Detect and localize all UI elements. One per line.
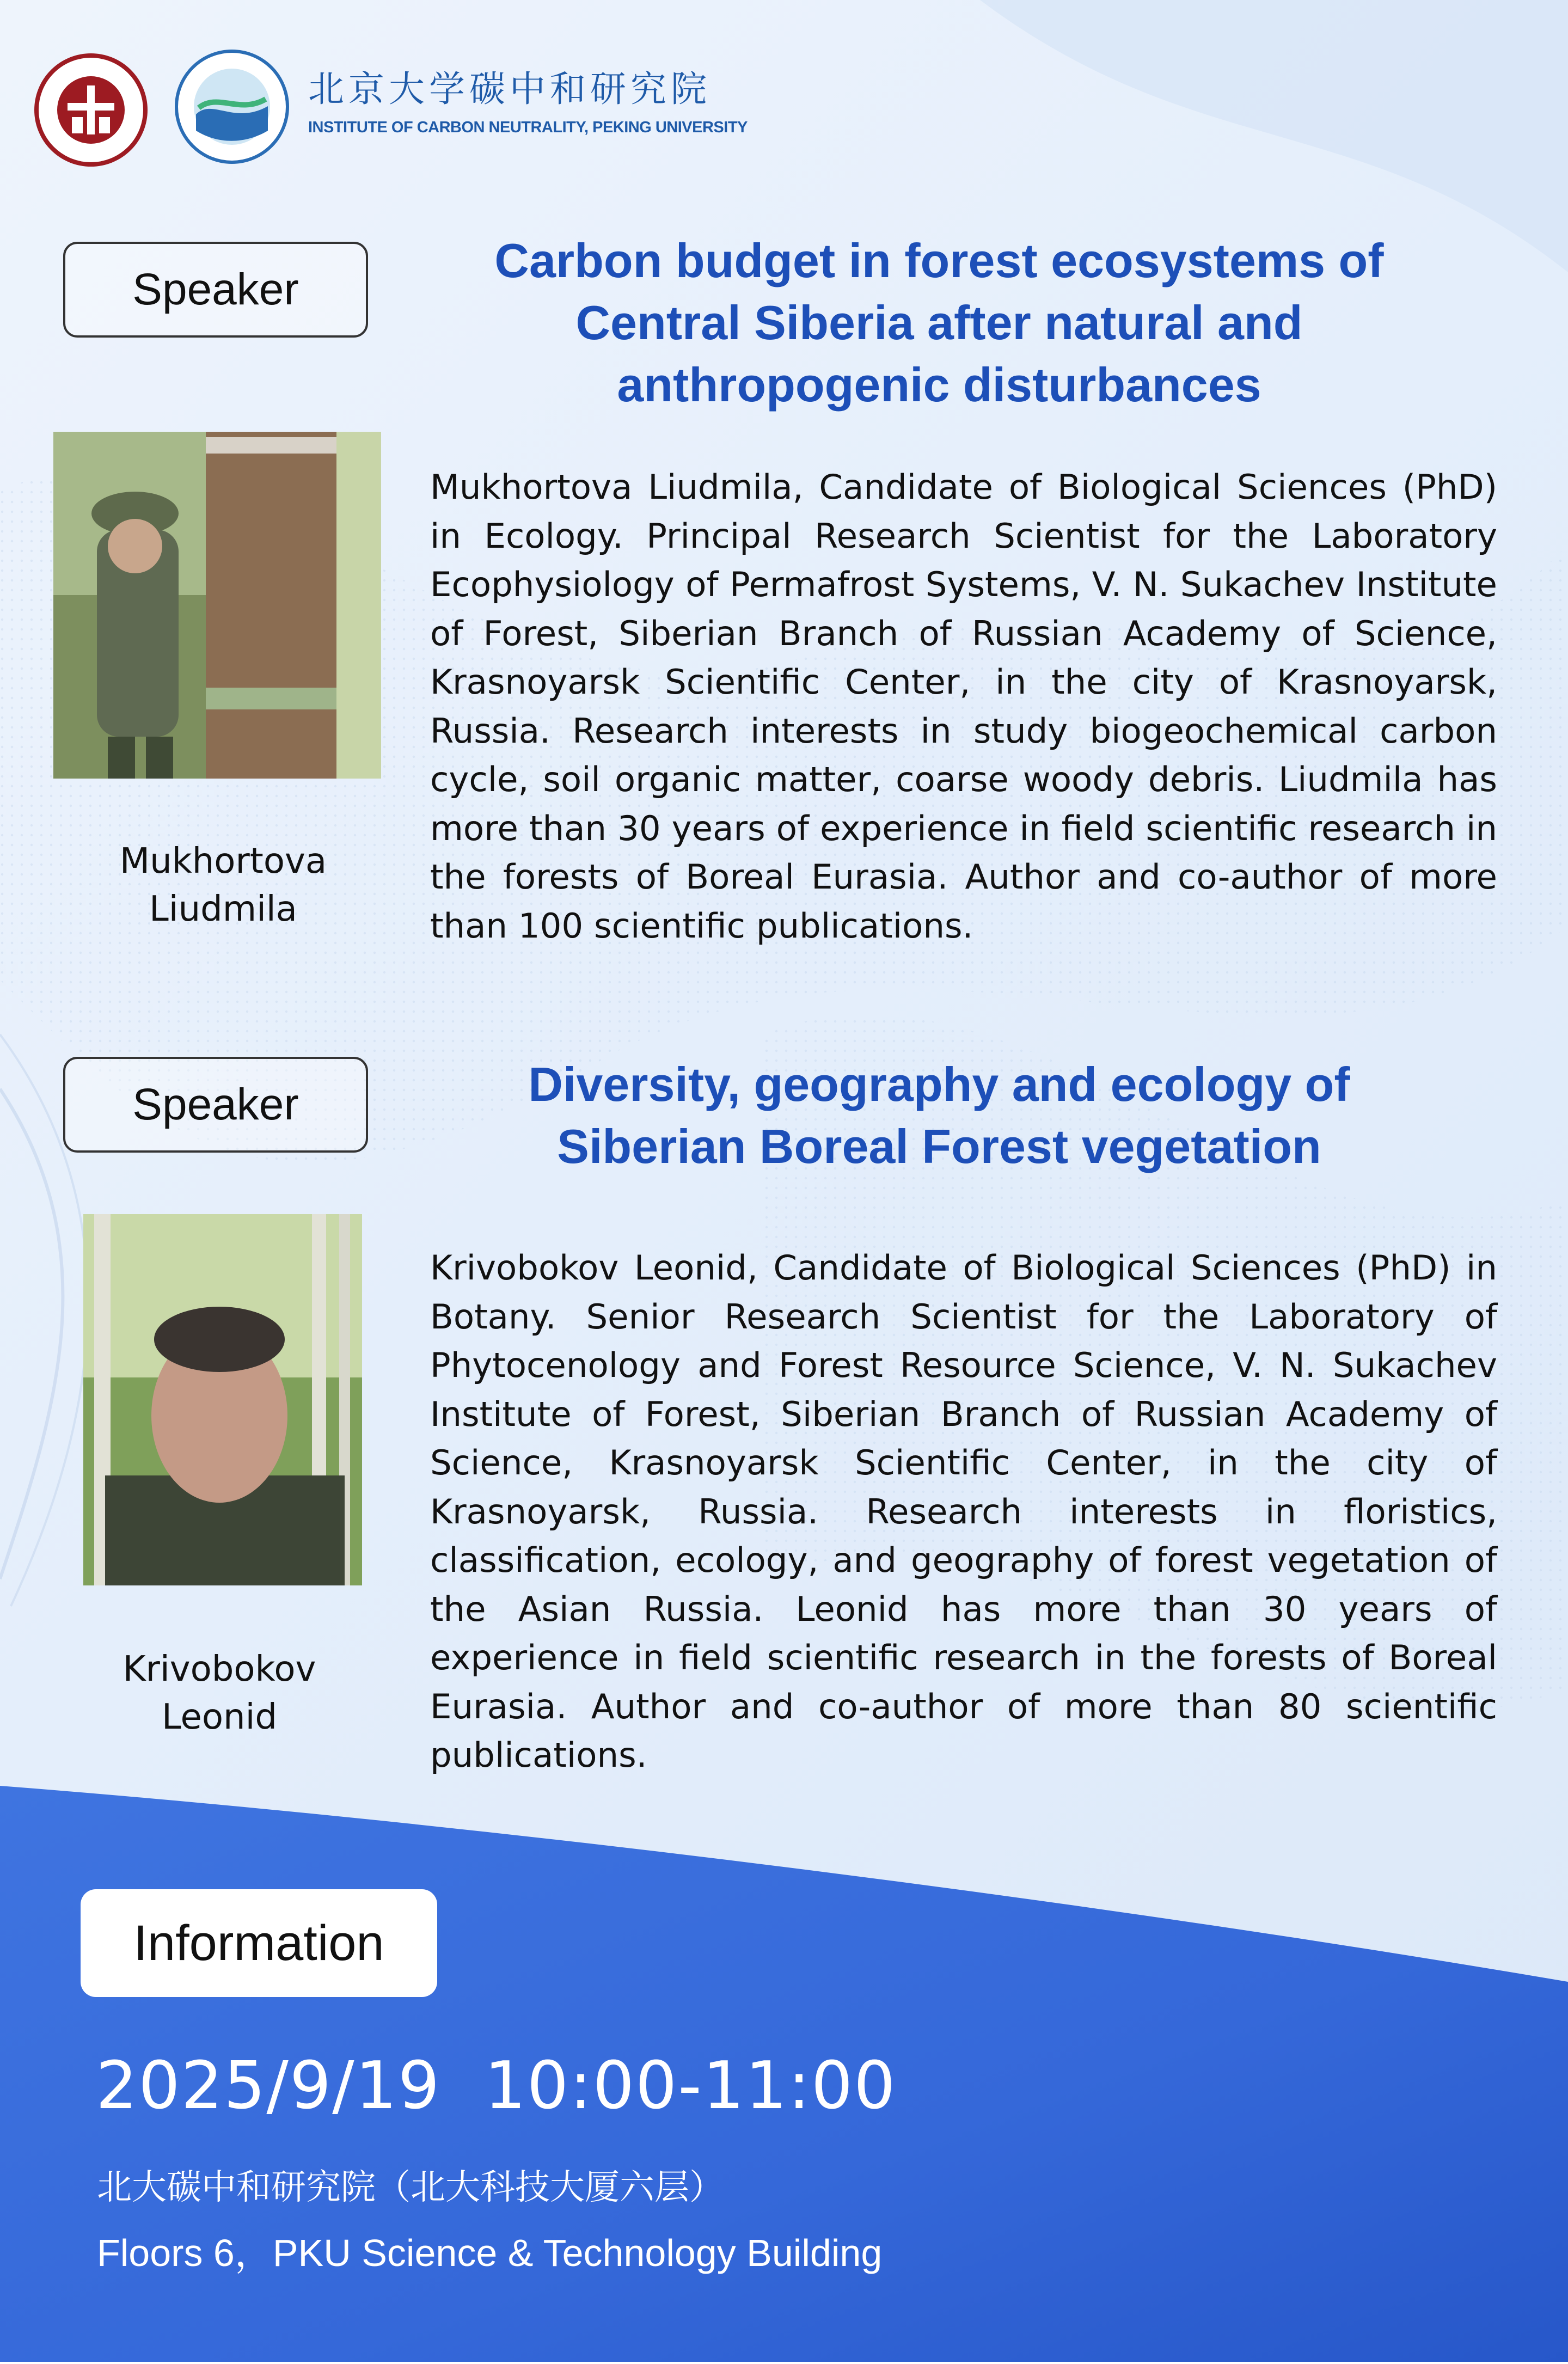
speaker-name-1	[109, 837, 338, 933]
speaker-name-2	[105, 1645, 334, 1741]
pku-seal-icon	[34, 53, 148, 167]
institute-name-cn: 北京大学碳中和研究院	[308, 68, 711, 110]
pku-logo	[34, 53, 148, 167]
speaker-photo-1	[53, 432, 381, 779]
speaker-bio-2: Krivobokov Leonid, Candidate of Biological Sciences (PhD) in Botany. Senior Research Scientist for the Laboratory of Phytocenology and Forest Resource Science, V. N. Sukachev Institute of Forest, Siberian Branch of Russian Academy of Science, Krasnoyarsk Scientific Center, in the city of Krasnoyarsk, Russia. Research interests in floristics, classification, ecology, and geography of forest vegetation of the Asian Russia. Leonid has more than 30 years of experience in field scientific research in the forests of Boreal Eurasia. Author and co-author of more than 80 scientific publications.	[430, 1248, 1497, 1775]
speaker-name-1-last: Liudmila	[149, 889, 297, 929]
speaker-bio-1: Mukhortova Liudmila, Candidate of Biological Sciences (PhD) in Ecology. Principal Research Scientist for the Laboratory Ecophysiology of Permafrost Systems, V. N. Sukachev Institute of Forest, Siberian Branch of Russian Academy of Science, Krasnoyarsk Scientific Center, in the city of Krasnoyarsk, Russia. Research interests in study biogeochemical carbon cycle, soil organic matter, coarse woody debris. Liudmila has more than 30 years of experience in field scientific research in the forests of Boreal Eurasia. Author and co-author of more than 100 scientific publications.	[430, 467, 1497, 946]
speaker-tag-2: Speaker	[63, 1057, 368, 1153]
talk-title-1: Carbon budget in forest ecosystems of Central Siberia after natural and anthropogenic disturbances	[494, 234, 1384, 412]
icn-seal-icon	[174, 49, 290, 164]
venue-en: Floors 6，PKU Science & Technology Building	[97, 2232, 883, 2274]
talk-title-2: Diversity, geography and ecology of Siberian Boreal Forest vegetation	[528, 1057, 1350, 1173]
speaker-name-1-first: Mukhortova	[119, 841, 327, 881]
venue-cn: 北大碳中和研究院（北大科技大厦六层）	[97, 2167, 724, 2208]
speaker-tag-1: Speaker	[63, 242, 368, 338]
information-tag: Information	[81, 1889, 437, 1997]
speaker-photo-2	[83, 1214, 362, 1585]
event-datetime: 2025/9/19 10:00-11:00	[96, 2048, 897, 2124]
speaker-name-2-first: Krivobokov	[122, 1649, 316, 1689]
institute-name-en: INSTITUTE OF CARBON NEUTRALITY, PEKING UNIVERSITY	[308, 119, 748, 136]
icn-logo	[174, 49, 290, 164]
speaker-name-2-last: Leonid	[161, 1697, 278, 1737]
